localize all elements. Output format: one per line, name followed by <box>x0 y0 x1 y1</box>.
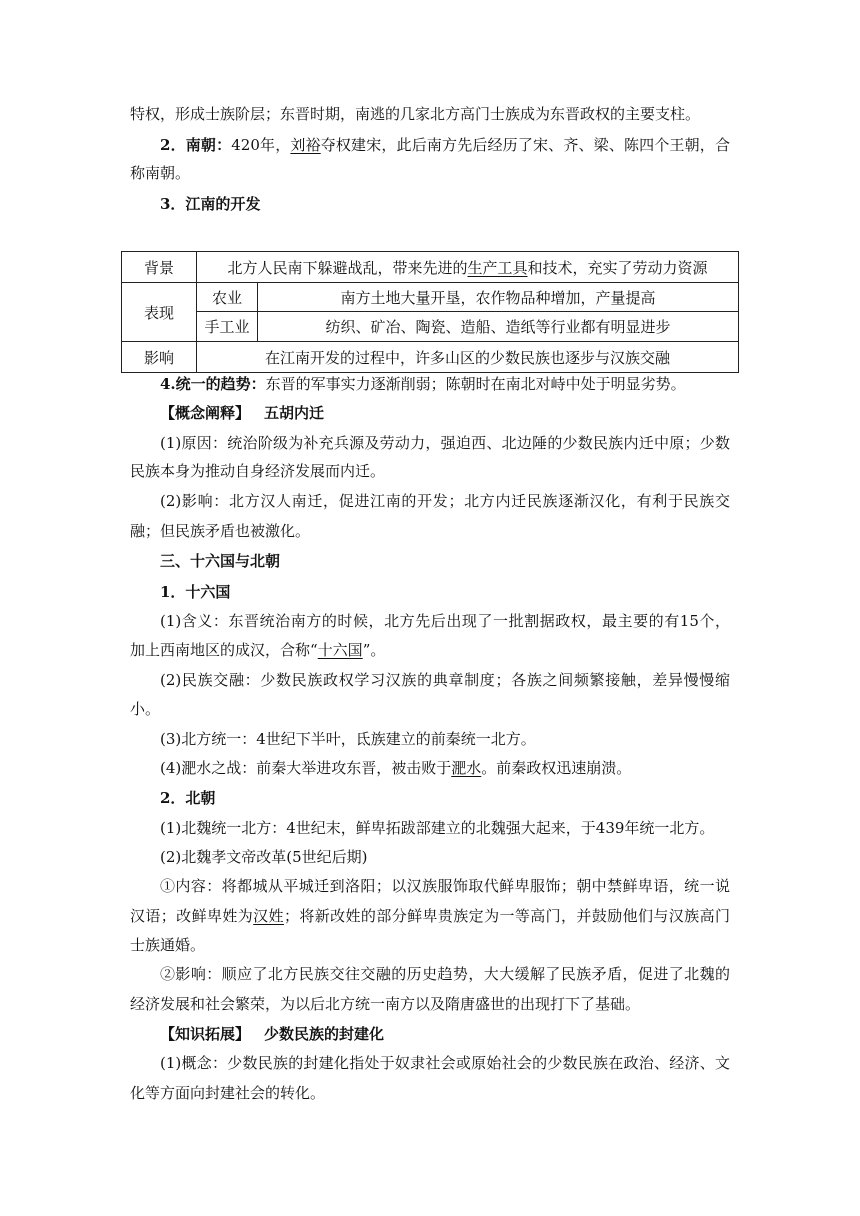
agriculture-label: 农业 <box>197 283 258 312</box>
reform-content-1: ①内容：将都城从平城迁到洛阳；以汉族服饰取代鲜卑服饰；朝中禁鲜卑语，统一说 <box>160 877 730 895</box>
impact-label: 影响 <box>122 342 197 373</box>
background-cell <box>197 252 739 283</box>
reform-content-3: 士族通婚。 <box>130 936 206 954</box>
agriculture-text: 南方土地大量开垦，农作物品种增加，产量提高 <box>258 283 739 312</box>
craft-label: 手工业 <box>197 312 258 342</box>
craft-text: 纺织、矿冶、陶瓷、造船、造纸等行业都有明显进步 <box>258 312 739 342</box>
tools-term: 生产工具 <box>467 258 528 277</box>
sixteen-heading: 1．十六国 <box>160 583 231 601</box>
reform-content-2 <box>130 906 730 926</box>
sixteen-meaning-2 <box>130 640 730 660</box>
sixteen-kingdoms-term: 十六国 <box>317 641 363 659</box>
knowledge-label: 【知识拓展】 <box>160 1025 251 1043</box>
trend-heading: 4.统一的趋势： <box>160 375 266 393</box>
jiangnan-heading: 3．江南的开发 <box>160 195 261 213</box>
sixteen-fusion-2: 小。 <box>130 700 161 718</box>
feishui-term: 淝水 <box>451 759 482 777</box>
expression-label: 表现 <box>122 283 197 342</box>
concept-reason-1: (1)原因：统治阶级为补充兵源及劳动力，强迫西、北边陲的少数民族内迁中原；少数 <box>160 434 730 452</box>
table-row-impact <box>122 342 739 373</box>
text-run: 420年， <box>231 136 291 154</box>
text-run: (4)淝水之战：前秦大举进攻东晋，被击败于 <box>160 759 452 777</box>
concept-heading <box>160 403 760 423</box>
han-surname-term: 汉姓 <box>253 907 284 925</box>
text-run: 东晋的军事实力逐渐削弱；陈朝时在南北对峙中处于明显劣势。 <box>265 375 686 393</box>
text-run: 加上西南地区的成汉，合称“ <box>130 641 318 659</box>
table-row-agriculture <box>122 283 739 312</box>
background-label: 背景 <box>122 252 197 283</box>
impact-text: 在江南开发的过程中，许多山区的少数民族也逐步与汉族交融 <box>197 342 739 373</box>
reform-effect-1: ②影响：顺应了北方民族交往交融的历史趋势，大大缓解了民族矛盾，促进了北魏的 <box>160 965 730 983</box>
text-run: 北方人民南下躲避战乱，带来先进的 <box>227 258 468 277</box>
beichao-unify: (1)北魏统一北方：4世纪末，鲜卑拓跋部建立的北魏强大起来，于439年统一北方。 <box>160 819 715 837</box>
text-run: 汉语；改鲜卑姓为 <box>130 907 254 925</box>
sixteen-meaning-1: (1)含义：东晋统治南方的时候，北方先后出现了一批割据政权，最主要的有15个， <box>160 612 730 630</box>
jiangnan-table <box>121 251 739 373</box>
sixteen-unify: (3)北方统一：4世纪下半叶，氐族建立的前秦统一北方。 <box>160 730 536 748</box>
paragraph-line: 特权，形成士族阶层；东晋时期，南逃的几家北方高门士族成为东晋政权的主要支柱。 <box>130 105 701 123</box>
section-3-heading: 三、十六国与北朝 <box>160 552 281 570</box>
text-run: ；将新改姓的部分鲜卑贵族定为一等高门，并鼓励他们与汉族高门 <box>283 907 730 925</box>
knowledge-concept-2: 化等方面向封建社会的转化。 <box>130 1084 326 1102</box>
sixteen-feishui <box>160 758 760 778</box>
nanchao-line-2: 称南朝。 <box>130 164 191 182</box>
beichao-heading: 2．北朝 <box>160 789 216 807</box>
reform-heading: (2)北魏孝文帝改革(5世纪后期) <box>160 848 368 866</box>
concept-title: 五胡内迁 <box>264 404 325 422</box>
text-run: 和技术，充实了劳动力资源 <box>527 258 708 277</box>
text-run: 。前秦政权迅速崩溃。 <box>481 759 632 777</box>
concept-impact-1: (2)影响：北方汉人南迁，促进江南的开发；北方内迁民族逐渐汉化，有利于民族交 <box>160 492 730 510</box>
nanchao-line-1 <box>160 135 730 155</box>
sixteen-fusion-1: (2)民族交融：少数民族政权学习汉族的典章制度；各族之间频繁接触，差异慢慢缩 <box>160 671 730 689</box>
knowledge-title: 少数民族的封建化 <box>264 1025 385 1043</box>
nanchao-heading: 2．南朝： <box>160 136 232 154</box>
text-run: 夺权建宋，此后南方先后经历了宋、齐、梁、陈四个王朝，合 <box>320 136 730 154</box>
liuyu-term: 刘裕 <box>290 136 321 154</box>
trend-line <box>160 374 760 394</box>
text-run: ”。 <box>362 641 386 659</box>
table-row-background <box>122 252 739 283</box>
knowledge-concept-1: (1)概念：少数民族的封建化指处于奴隶社会或原始社会的少数民族在政治、经济、文 <box>160 1054 730 1072</box>
knowledge-heading <box>160 1024 760 1044</box>
concept-label: 【概念阐释】 <box>160 404 251 422</box>
reform-effect-2: 经济发展和社会繁荣，为以后北方统一南方以及隋唐盛世的出现打下了基础。 <box>130 995 641 1013</box>
concept-impact-2: 融；但民族矛盾也被激化。 <box>130 522 311 540</box>
concept-reason-2: 民族本身为推动自身经济发展而内迁。 <box>130 462 386 480</box>
table-row-craft <box>122 312 739 342</box>
